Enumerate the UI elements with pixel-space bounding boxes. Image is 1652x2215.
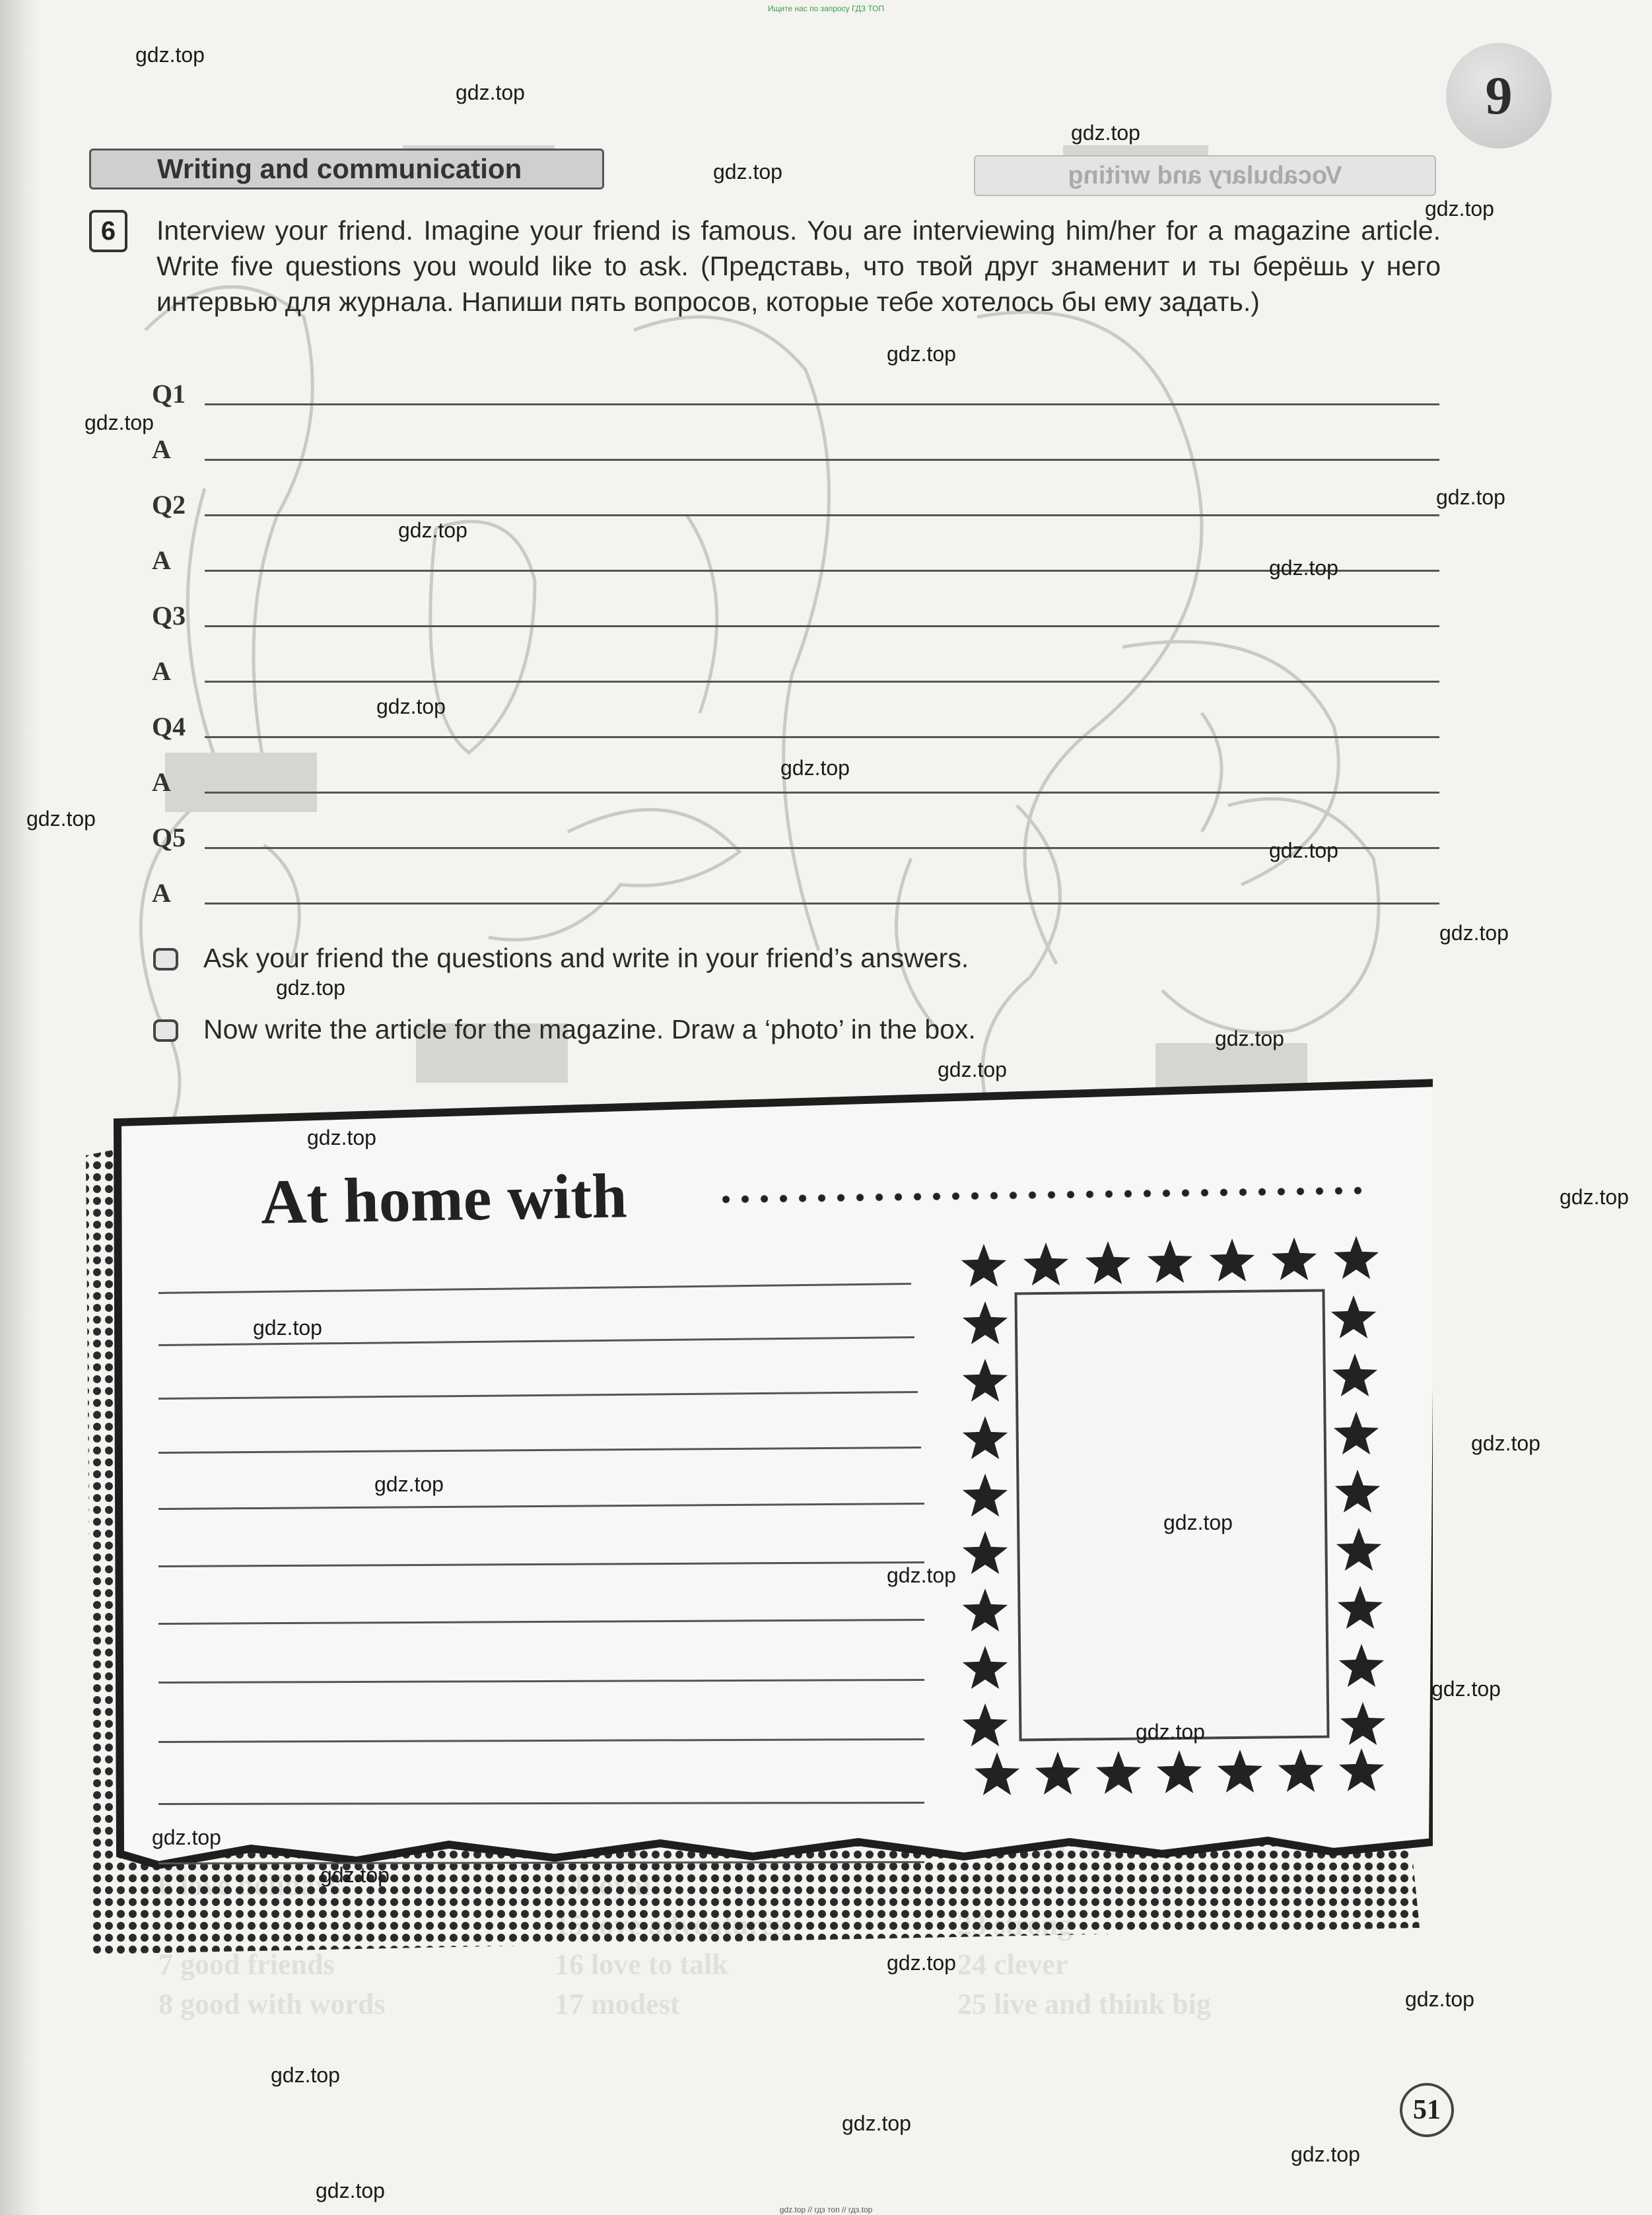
- watermark: gdz.top: [456, 81, 525, 104]
- top-note: Ищите нас по запросу ГДЗ ТОП: [767, 4, 885, 13]
- svg-text:17 modest: 17 modest: [555, 1988, 680, 2020]
- watermark: gdz.top: [276, 976, 345, 1000]
- star-icon: [963, 1416, 1008, 1459]
- watermark: gdz.top: [1431, 1677, 1501, 1701]
- row-label: Q2: [152, 490, 186, 520]
- unit-number-badge: 9: [1446, 43, 1552, 149]
- star-icon: [1096, 1751, 1141, 1794]
- watermark: gdz.top: [320, 1863, 390, 1887]
- watermark: gdz.top: [1439, 921, 1509, 945]
- book-spine-shadow: [0, 0, 40, 2215]
- watermark: gdz.top: [26, 807, 96, 831]
- watermark: gdz.top: [1425, 197, 1494, 221]
- watermark: gdz.top: [713, 160, 782, 184]
- watermark: gdz.top: [376, 695, 446, 718]
- watermark: gdz.top: [253, 1316, 322, 1340]
- row-label: A: [152, 656, 171, 686]
- answer-row[interactable]: [152, 425, 1439, 465]
- watermark: gdz.top: [135, 43, 205, 67]
- watermark: gdz.top: [1071, 121, 1140, 145]
- star-icon: [975, 1752, 1019, 1795]
- star-icon: [1332, 1353, 1377, 1396]
- star-icon: [1218, 1750, 1262, 1792]
- svg-text:16 love to talk: 16 love to talk: [555, 1948, 728, 1981]
- watermark: gdz.top: [374, 1472, 444, 1496]
- question-row[interactable]: [152, 702, 1439, 742]
- answer-line[interactable]: [205, 625, 1439, 627]
- article-title: At home with: [260, 1160, 628, 1237]
- star-icon: [1334, 1236, 1379, 1279]
- row-label: A: [152, 878, 171, 908]
- star-icon: [1148, 1240, 1192, 1283]
- answer-line[interactable]: [205, 736, 1439, 738]
- task-checkbox[interactable]: [153, 1019, 178, 1042]
- exercise-instructions: Interview your friend. Imagine your friend is famous. You are interviewing him/her for a magazine article. Write five questions you would like to ask. (Представь, что твой друг знаменит и ты берёшь у него интервью для журнала. Напиши пять вопросов, которые тебе хотелось бы ему задать.): [156, 215, 1441, 317]
- page-number: 51: [1400, 2083, 1454, 2137]
- watermark: gdz.top: [1471, 1431, 1540, 1455]
- watermark: gdz.top: [398, 518, 467, 542]
- watermark: gdz.top: [1560, 1185, 1629, 1209]
- star-icon: [1331, 1295, 1376, 1338]
- answer-line[interactable]: [205, 570, 1439, 572]
- svg-text:25 live and think big: 25 live and think big: [957, 1988, 1211, 2020]
- question-row[interactable]: [152, 592, 1439, 631]
- row-label: A: [152, 545, 171, 575]
- answer-row[interactable]: [152, 536, 1439, 576]
- task-text: Ask your friend the questions and write in your friend’s answers.: [203, 943, 969, 973]
- star-icon: [963, 1531, 1008, 1574]
- star-icon: [961, 1244, 1006, 1287]
- row-label: A: [152, 434, 171, 464]
- watermark: gdz.top: [316, 2179, 385, 2202]
- watermark: gdz.top: [85, 411, 154, 434]
- show-through-header: Vocabulary and writing: [974, 155, 1436, 196]
- svg-text:24 clever: 24 clever: [957, 1948, 1068, 1981]
- answer-line[interactable]: [205, 903, 1439, 904]
- watermark: gdz.top: [1436, 485, 1505, 509]
- star-icon: [1339, 1748, 1384, 1791]
- star-icon: [1272, 1237, 1317, 1280]
- watermark: gdz.top: [887, 1563, 956, 1587]
- star-icon: [1334, 1412, 1379, 1454]
- star-icon: [1023, 1243, 1068, 1285]
- star-icon: [963, 1703, 1008, 1746]
- star-icon: [1085, 1241, 1130, 1284]
- svg-text:7 good friends: 7 good friends: [158, 1948, 335, 1981]
- star-icon: [1336, 1528, 1381, 1571]
- watermark: gdz.top: [780, 756, 850, 780]
- watermark: gdz.top: [1405, 1987, 1474, 2011]
- watermark: gdz.top: [307, 1126, 376, 1149]
- question-row[interactable]: [152, 370, 1439, 409]
- star-icon: [1340, 1702, 1385, 1745]
- star-icon: [963, 1474, 1008, 1516]
- watermark: gdz.top: [1269, 556, 1338, 580]
- question-row[interactable]: [152, 481, 1439, 520]
- answer-line[interactable]: [205, 459, 1439, 461]
- bottom-note: gdz.top // гдз топ // гдз.top: [779, 2205, 873, 2214]
- watermark: gdz.top: [887, 342, 956, 366]
- star-icon: [1335, 1470, 1380, 1513]
- watermark: gdz.top: [152, 1825, 221, 1849]
- watermark: gdz.top: [1215, 1027, 1284, 1050]
- row-label: Q4: [152, 712, 186, 741]
- row-label: Q1: [152, 379, 186, 409]
- answer-line[interactable]: [205, 514, 1439, 516]
- watermark: gdz.top: [1163, 1511, 1233, 1534]
- star-icon: [1338, 1586, 1383, 1629]
- answer-row[interactable]: [152, 647, 1439, 687]
- row-label: A: [152, 767, 171, 797]
- star-icon: [963, 1646, 1008, 1689]
- task-checkbox[interactable]: [153, 948, 178, 971]
- star-icon: [963, 1301, 1008, 1344]
- watermark: gdz.top: [271, 2063, 340, 2087]
- row-label: Q5: [152, 823, 186, 852]
- question-row[interactable]: [152, 813, 1439, 853]
- answer-line[interactable]: [205, 403, 1439, 405]
- section-header: Writing and communication: [89, 149, 604, 189]
- star-icon: [963, 1588, 1008, 1631]
- star-icon: [1157, 1750, 1202, 1793]
- watermark: gdz.top: [938, 1058, 1007, 1081]
- watermark: gdz.top: [1136, 1720, 1205, 1744]
- star-icon: [1210, 1239, 1255, 1281]
- watermark: gdz.top: [1291, 2142, 1360, 2166]
- exercise-number: 6: [89, 210, 127, 252]
- star-icon: [1035, 1752, 1080, 1794]
- star-icon: [1339, 1644, 1384, 1687]
- watermark: gdz.top: [842, 2111, 911, 2135]
- star-icon: [963, 1359, 1008, 1402]
- svg-text:8 good with words: 8 good with words: [158, 1988, 386, 2020]
- task-text: Now write the article for the magazine. Draw a ‘photo’ in the box.: [203, 1014, 976, 1044]
- star-icon: [1278, 1749, 1323, 1792]
- answer-row[interactable]: [152, 869, 1439, 908]
- answer-line[interactable]: [205, 847, 1439, 849]
- answer-line[interactable]: [205, 792, 1439, 794]
- watermark: gdz.top: [887, 1951, 956, 1975]
- answer-line[interactable]: [205, 681, 1439, 683]
- watermark: gdz.top: [1269, 838, 1338, 862]
- row-label: Q3: [152, 601, 186, 630]
